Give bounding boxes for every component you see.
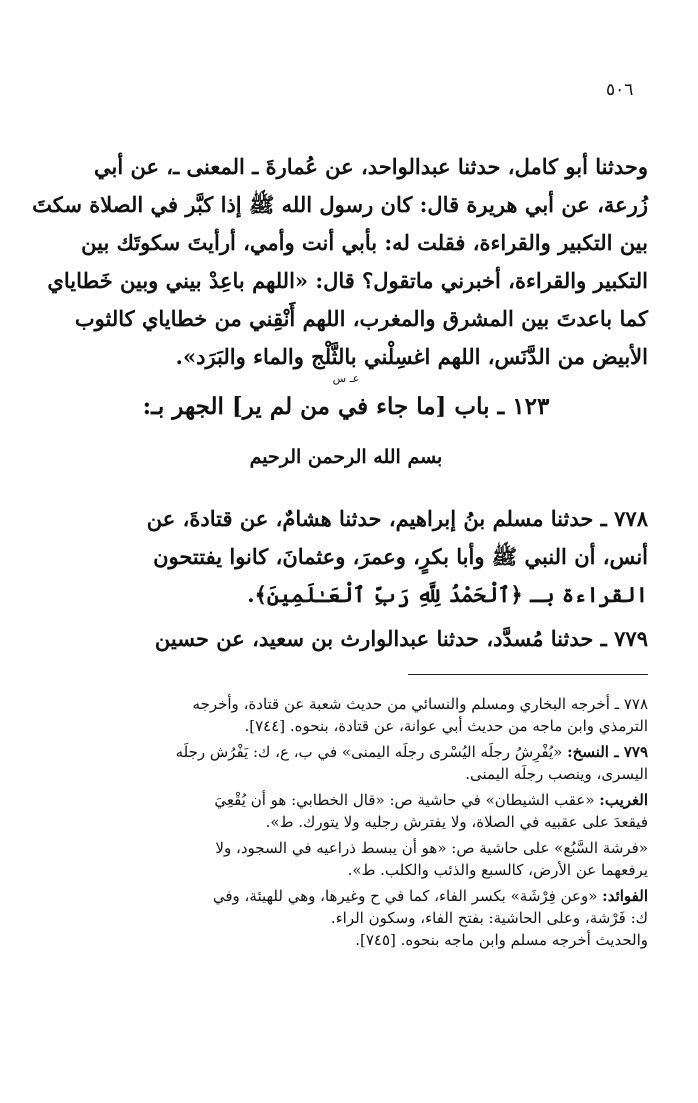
- footnote: [44, 885, 648, 951]
- footnote-label: الغريب:: [599, 791, 648, 809]
- footnote: [44, 789, 648, 833]
- footnote: [44, 741, 648, 785]
- footnote-text: «يُفْرِشُ رجلَه اليُسْرى رجلَه اليمنى» في ب، ع، ك: يَفْرُش رجلَه: [175, 743, 568, 761]
- main-text-line: التكبير والقراءة، أخبرني ماتقول؟ قال: «اللهم باعِدْ بيني وبين خَطاياي: [47, 268, 648, 293]
- basmala-heading: بسم الله الرحمن الرحيم: [249, 446, 443, 468]
- footnote-line: [44, 885, 648, 907]
- footnote-label: الفوائد:: [602, 887, 648, 905]
- main-text-line: زُرعة، عن أبي هريرة قال: كان رسول الله ﷺ إذا كبَّر في الصلاة سكتَ: [32, 192, 648, 217]
- footnote-line: يرفعهما عن الأرض، كالسبع والذئب والكلب. ط».: [347, 861, 648, 879]
- main-text-line: وحدثنا أبو كامل، حدثنا عبدالواحد، عن عُمارةَ ـ المعنى ـ، عن أبي: [93, 154, 648, 179]
- chapter-heading: ١٢٣ ـ باب [ما جاء في من لم ير] الجهر بـ:: [142, 393, 550, 420]
- footnote-line: [44, 741, 648, 763]
- footnote-divider: [408, 674, 648, 675]
- main-text: [32, 148, 648, 376]
- hadith-779: ٧٧٩ ـ حدثنا مُسدَّد، حدثنا عبدالوارث بن سعيد، عن حسين: [154, 626, 648, 651]
- footnote-line: والحديث أخرجه مسلم وابن ماجه بنحوه. [٧٤٥].: [355, 931, 648, 949]
- hadith-line: أنس، أن النبي ﷺ وأبا بكرٍ، وعمرَ، وعثمانَ، كانوا يفتتحون: [153, 544, 648, 569]
- footnote: [44, 693, 648, 737]
- main-text-line: كما باعدتَ بين المشرق والمغرب، اللهم أَنْقِني من خطاياي كالثوب: [74, 306, 648, 331]
- hadith-line: ٧٧٨ ـ حدثنا مسلم بنُ إبراهيم، حدثنا هشامٌ، عن قتادةَ، عن: [146, 506, 648, 531]
- footnote: [44, 837, 648, 881]
- footnote-line: «فرشة السَّبُع» على حاشية ص: «هو أن يبسط ذراعيه في السجود، ولا: [215, 839, 648, 857]
- footnote-text: «وعن فِرْشَة» بكسر الفاء، كما في ح وغيرها، وهي للهيئة، وفي: [212, 887, 603, 905]
- main-text-line: بين التكبير والقراءة، فقلت له: بأبي أنت وأمي، أرأيتَ سكوتَك بين: [81, 230, 648, 255]
- section-marker: عـ س: [332, 372, 360, 385]
- footnote-label: ٧٧٩ ـ النسخ:: [567, 743, 648, 761]
- footnote-line: فيقعدَ على عقبيه في الصلاة، ولا يفترش رجليه ولا يتورك. ط».: [265, 813, 648, 831]
- footnote-line: الترمذي وابن ماجه من حديث أبي عوانة، عن قتادة، بنحوه. [٧٤٤].: [244, 717, 648, 735]
- footnote-text: «عقب الشيطان» في حاشية ص: «قال الخطابي: هو أن يُقْعِيَ: [214, 791, 600, 809]
- footnote-line: ٧٧٨ ـ أخرجه البخاري ومسلم والنسائي من حديث شعبة عن قتادة، وأخرجه: [192, 695, 648, 713]
- page-number: ٥٠٦: [606, 80, 634, 100]
- footnote-line: [44, 789, 648, 811]
- hadith-line: القراءة بـ ﴿ٱلْحَمْدُ لِلَّهِ رَبِّ ٱلْعَـٰلَمِينَ﴾.: [247, 582, 648, 607]
- hadith-778: [44, 500, 648, 614]
- footnote-line: اليسرى، وينصب رجلَه اليمنى.: [465, 765, 648, 783]
- footnotes: [44, 693, 648, 955]
- footnote-line: ك: فَرْشة، وعلى الحاشية: بفتح الفاء، وسكون الراء.: [330, 909, 648, 927]
- main-text-line: الأبيض من الدَّنَس، اللهم اغسِلْني بالثَّلْج والماء والبَرَد».: [175, 344, 648, 369]
